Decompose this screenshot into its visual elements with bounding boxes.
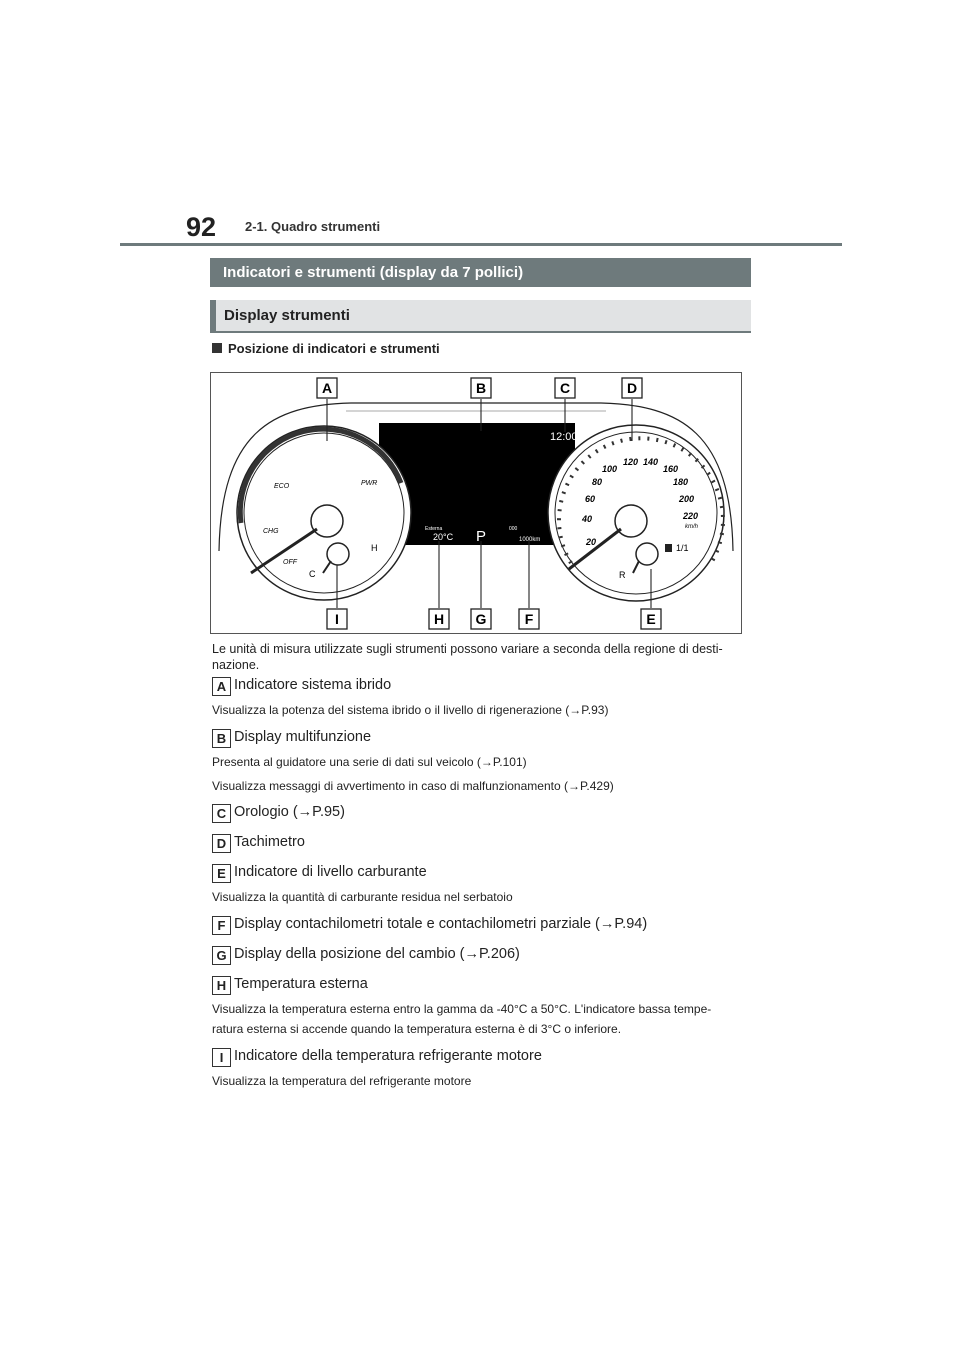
item-b	[212, 729, 371, 748]
item-g	[212, 946, 520, 965]
page-number: 92	[186, 212, 217, 242]
topic-text: Posizione di indicatori e strumenti	[228, 341, 440, 356]
speedometer-gauge	[548, 425, 724, 601]
instrument-cluster-figure	[210, 372, 742, 634]
units-note: Le unità di misura utilizzate sugli strumenti possono variare a seconda della regione di desti-nazione.	[212, 642, 723, 672]
speed-unit: km/h	[685, 524, 699, 530]
subheader-rule	[210, 331, 751, 333]
speed-tick-20: 20	[586, 537, 597, 547]
hot-label: H	[371, 543, 378, 553]
key-badge: E	[212, 864, 231, 883]
svg-text:H: H	[433, 611, 445, 627]
item-label: Display multifunzione	[234, 729, 372, 745]
item-i-desc: Visualizza la temperatura del refrigerante motore	[212, 1074, 472, 1088]
square-bullet-icon	[212, 343, 222, 353]
key-badge: H	[212, 976, 231, 995]
key-badge: I	[212, 1048, 231, 1067]
chapter-banner: Indicatori e strumenti (display da 7 pollici)	[210, 258, 751, 287]
header-rule	[120, 243, 842, 246]
svg-text:F: F	[524, 611, 534, 627]
speed-tick-100: 100	[602, 464, 618, 474]
speed-tick-160: 160	[663, 464, 679, 474]
item-label: Indicatore sistema ibrido	[234, 677, 392, 693]
callout-d	[622, 378, 642, 398]
svg-text:G: G	[475, 611, 487, 627]
callout-b	[471, 378, 491, 398]
speed-tick-140: 140	[643, 457, 659, 467]
topic-heading	[212, 341, 440, 356]
item-h-desc-2: ratura esterna si accende quando la temperatura esterna è di 3°C o inferiore.	[212, 1022, 622, 1036]
svg-text:E: E	[646, 611, 656, 627]
chg-label: CHG	[263, 528, 279, 535]
svg-text:D: D	[626, 380, 638, 396]
speed-tick-40: 40	[582, 514, 593, 524]
item-d	[212, 834, 305, 853]
item-h-desc-1: Visualizza la temperatura esterna entro la gamma da -40°C a 50°C. L'indicatore bassa tempe-	[212, 1002, 712, 1016]
speed-tick-120: 120	[623, 457, 639, 467]
key-badge: D	[212, 834, 231, 853]
item-label: Indicatore della temperatura refrigerante motore	[234, 1048, 542, 1064]
speed-tick-80: 80	[592, 477, 603, 487]
item-b-desc-2: Visualizza messaggi di avvertimento in caso di malfunzionamento (→P.429)	[212, 779, 614, 793]
key-badge: B	[212, 729, 231, 748]
callout-e	[641, 609, 661, 629]
subheader: Display strumenti	[210, 300, 751, 331]
item-label: Tachimetro	[234, 834, 305, 850]
item-c	[212, 804, 345, 823]
gear-indicator: P	[476, 528, 487, 545]
svg-text:I: I	[335, 611, 339, 627]
item-e	[212, 864, 427, 883]
key-badge: G	[212, 946, 231, 965]
callout-g	[471, 609, 491, 629]
svg-text:B: B	[475, 380, 487, 396]
eco-label: ECO	[274, 483, 290, 490]
speed-tick-60: 60	[585, 494, 596, 504]
clock-display: 12:00	[550, 431, 578, 443]
speed-tick-180: 180	[673, 477, 689, 487]
odometer-value: 1000km	[519, 537, 541, 543]
item-a-desc: Visualizza la potenza del sistema ibrido o il livello di rigenerazione (→P.93)	[212, 703, 609, 717]
item-label: Indicatore di livello carburante	[234, 864, 427, 880]
cold-label: C	[309, 569, 316, 579]
item-a	[212, 677, 391, 696]
item-h	[212, 976, 368, 995]
item-label: Display della posizione del cambio (→P.206)	[234, 946, 520, 962]
item-label: Display contachilometri totale e contachilometri parziale (→P.94)	[234, 916, 648, 932]
key-badge: C	[212, 804, 231, 823]
callout-i	[327, 609, 347, 629]
svg-text:A: A	[321, 380, 333, 396]
svg-text:C: C	[559, 380, 571, 396]
callout-f	[519, 609, 539, 629]
outside-temp-label: Esterna	[425, 526, 443, 532]
item-b-desc-1: Presenta al guidatore una serie di dati sul veicolo (→P.101)	[212, 755, 527, 769]
pwr-label: PWR	[361, 480, 378, 487]
item-e-desc: Visualizza la quantità di carburante residua nel serbatoio	[212, 890, 513, 904]
callout-a	[317, 378, 337, 398]
item-i	[212, 1048, 542, 1067]
speed-tick-220: 220	[683, 511, 699, 521]
off-label: OFF	[283, 559, 297, 566]
key-badge: A	[212, 677, 231, 696]
item-label: Orologio (→P.95)	[234, 804, 345, 820]
cluster-illustration	[211, 373, 741, 633]
fuel-pump-icon	[665, 544, 672, 552]
item-f	[212, 916, 647, 935]
callout-c	[555, 378, 575, 398]
item-label: Temperatura esterna	[234, 976, 368, 992]
fuel-reserve-label: R	[619, 570, 626, 580]
key-badge: F	[212, 916, 231, 935]
callout-h	[429, 609, 449, 629]
fuel-full-label: 1/1	[676, 543, 689, 553]
hybrid-gauge	[237, 426, 411, 600]
section-label: 2-1. Quadro strumenti	[245, 219, 381, 234]
outside-temp-value: 20°C	[433, 532, 454, 542]
odo-small: 000	[509, 526, 518, 532]
speed-tick-200: 200	[679, 494, 695, 504]
